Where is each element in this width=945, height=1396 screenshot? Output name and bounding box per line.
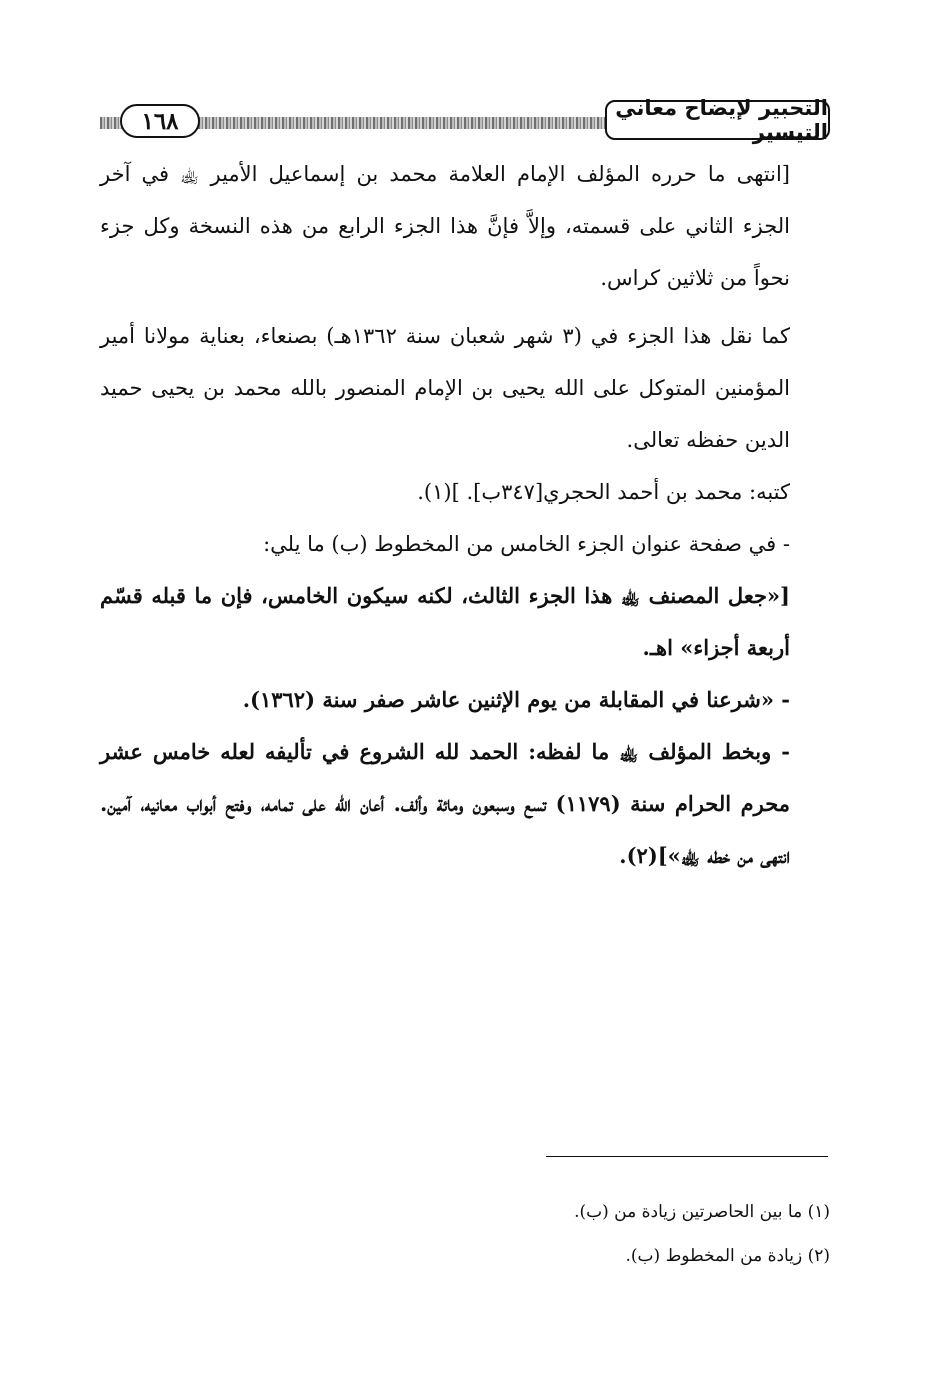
- main-text: [100, 148, 830, 882]
- paragraph-title-page: - في صفحة عنوان الجزء الخامس من المخطوط (ب) ما يلي:: [263, 532, 790, 556]
- paragraph-collation: - «شرعنا في المقابلة من يوم الإثنين عاشر صفر سنة (١٣٦٢).: [242, 687, 790, 712]
- footnote-1: (١) ما بين الحاصرتين زيادة من (ب).: [574, 1202, 830, 1222]
- footnote-2: (٢) زيادة من المخطوط (ب).: [625, 1246, 830, 1266]
- page-number: ١٦٨: [120, 104, 200, 138]
- paragraph-author-handwriting: - وبخط المؤلف ﵀ ما لفظه: الحمد لله الشروع في تأليفه لعله خامس عشر محرم الحرام سنة (١١٧٩) تسع وسبعون ومائة وألف. أعان الله على تمامه، وفتح أبواب معانيه، آمين. انتهى من خطه ﵀»](٢).: [100, 739, 790, 868]
- paragraph-colophon: [انتهى ما حرره المؤلف الإمام العلامة محمد بن إسماعيل الأمير ﵀ في آخر الجزء الثاني على قسمته، وإلاَّ فإنَّ هذا الجزء الرابع من هذه النسخة وكل جزء نحواً من ثلاثين كراس.: [100, 162, 790, 290]
- footnotes: [100, 1190, 830, 1278]
- footnote-separator: [546, 1156, 828, 1157]
- paragraph-scribe: كتبه: محمد بن أحمد الحجري[٣٤٧ب]. ](١).: [417, 480, 790, 504]
- paragraph-copy-note: كما نقل هذا الجزء في (٣ شهر شعبان سنة ١٣٦٢هـ) بصنعاء، بعناية مولانا أمير المؤمنين المتوكل على الله يحيى بن الإمام المنصور بالله محمد بن يحيى حميد الدين حفظه تعالى.: [100, 324, 791, 452]
- book-title: التحبير لإيضاح معاني التيسير: [605, 100, 830, 140]
- page-header: [100, 96, 830, 146]
- paragraph-author-note: [«جعل المصنف ﵀ هذا الجزء الثالث، لكنه سيكون الخامس، فإن ما قبله قسّم أربعة أجزاء» اهـ.: [100, 583, 790, 660]
